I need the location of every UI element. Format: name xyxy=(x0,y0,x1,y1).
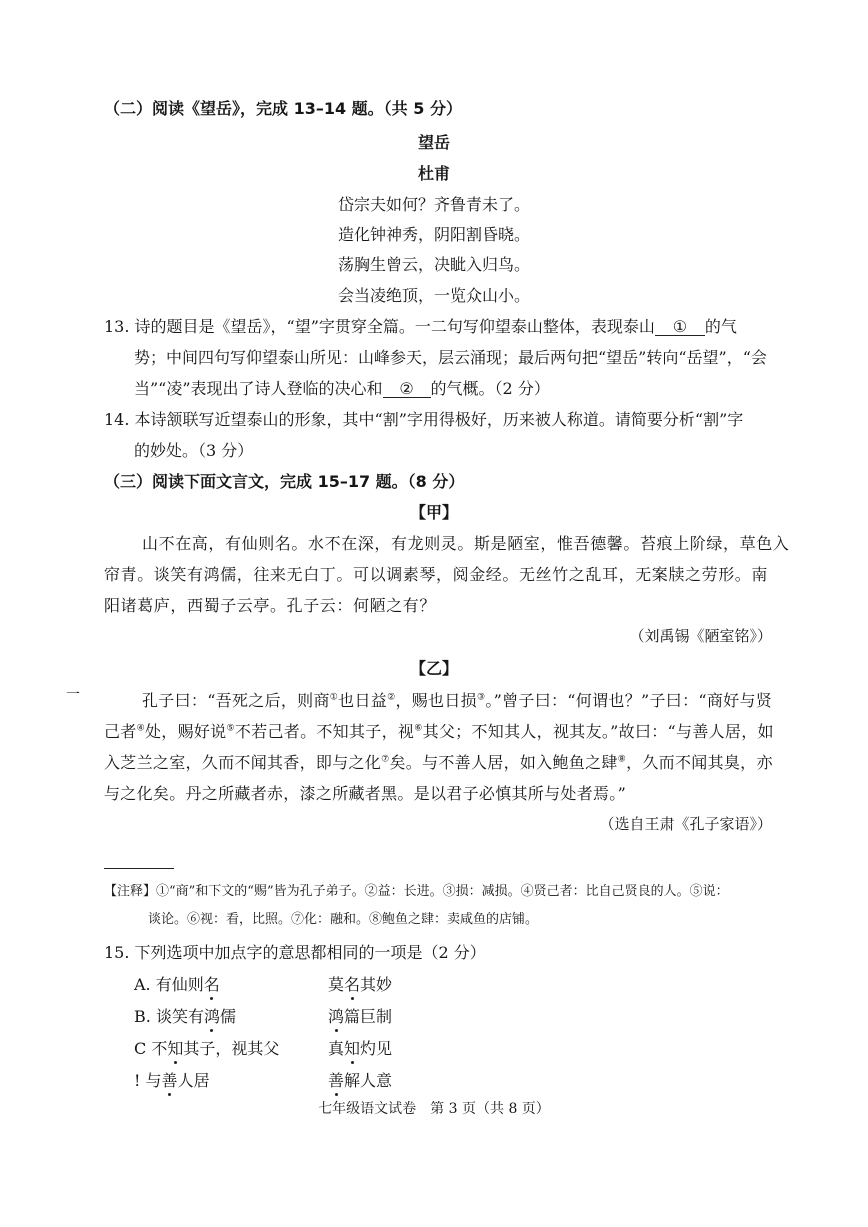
poem-line: 造化钟神秀，阴阳割昏晓。 xyxy=(337,225,530,244)
option-c[interactable]: C 不知其子，视其父 xyxy=(134,1039,280,1058)
passage-yi-line: 己者④处，赐好说⑤不若己者。不知其子，视⑥其父；不知其人，视其友。”故曰：“与善人居，如 xyxy=(104,722,774,741)
question-text: 的气 xyxy=(704,317,737,336)
note-ref: ⑤ xyxy=(226,723,235,734)
option-letter: B. xyxy=(134,1007,151,1026)
poem-title: 望岳 xyxy=(417,133,450,152)
passage-jia-line: 帘青。谈笑有鸿儒，往来无白丁。可以调素琴，阅金经。无丝竹之乱耳，无案牍之劳形。南 xyxy=(104,565,769,584)
passage-yi-line: 入芝兰之室，久而不闻其香，即与之化⑦矣。与不善人居，如入鲍鱼之肆⑧，久而不闻其臭，亦 xyxy=(104,753,773,772)
note-ref: ⑧ xyxy=(617,754,627,765)
annotation-line: 【注释】①“商”和下文的“赐”皆为孔子弟子。②益：长进。③损：减损。④贤己者：比自己贤良的人。⑤说： xyxy=(104,884,729,899)
question-14-line: 14. 本诗颔联写近望泰山的形象，其中“割”字用得极好，历来被人称道。请简要分析“割”字 xyxy=(104,410,744,429)
footnote-divider xyxy=(104,868,174,869)
question-text: 的气概。（2 分） xyxy=(430,379,550,398)
question-14-line: 的妙处。（3 分） xyxy=(134,441,254,460)
passage-yi-line: 孔子曰：“吾死之后，则商①也日益②，赐也日损③。”曾子曰：“何谓也？”子曰：“商好与贤 xyxy=(142,691,773,710)
margin-mark: 一 xyxy=(66,687,80,703)
option-letter: A. xyxy=(134,975,151,994)
passage-label-jia: 【甲】 xyxy=(409,503,458,522)
question-13-line: 势；中间四句写仰望泰山所见：山峰参天，层云涌现；最后两句把“望岳”转向“岳望”，“会 xyxy=(134,348,767,367)
dotted-char: 鸿 xyxy=(328,1007,345,1026)
dotted-char: 善 xyxy=(328,1071,345,1090)
dotted-char: 名 xyxy=(344,975,361,994)
option-a-compare: 莫名其妙 xyxy=(328,975,393,994)
question-15-stem: 15. 下列选项中加点字的意思都相同的一项是（2 分） xyxy=(104,943,486,962)
option-c-compare: 真知灼见 xyxy=(328,1039,393,1058)
dotted-char: 善 xyxy=(161,1071,178,1090)
dotted-char: 名 xyxy=(203,975,220,994)
note-ref: ⑦ xyxy=(381,754,390,765)
passage-yi-line: 与之化矣。丹之所藏者赤，漆之所藏者黑。是以君子必慎其所与处者焉。” xyxy=(104,784,627,803)
passage-jia-line: 阳诸葛庐，西蜀子云亭。孔子云：何陋之有？ xyxy=(104,596,437,615)
note-ref: ② xyxy=(387,692,396,703)
option-d-compare: 善解人意 xyxy=(328,1071,393,1090)
option-letter: C xyxy=(134,1039,147,1058)
answer-blank-1[interactable]: ① xyxy=(655,319,705,336)
option-letter: ! xyxy=(134,1071,141,1090)
question-text: 当”“凌”表现出了诗人登临的决心和 xyxy=(134,379,383,398)
page-footer: 七年级语文试卷 第 3 页（共 8 页） xyxy=(318,1101,550,1117)
dotted-char: 知 xyxy=(167,1039,184,1058)
passage-jia-line: 山不在高，有仙则名。水不在深，有龙则灵。斯是陋室，惟吾德馨。苔痕上阶绿，草色入 xyxy=(142,534,790,553)
option-b-compare: 鸿篇巨制 xyxy=(328,1007,393,1026)
poem-line: 荡胸生曾云，决眦入归鸟。 xyxy=(337,255,530,274)
note-ref: ③ xyxy=(476,692,486,703)
question-13-line xyxy=(104,314,737,337)
question-text: 13. 诗的题目是《望岳》，“望”字贯穿全篇。一二句写仰望泰山整体，表现泰山 xyxy=(104,317,655,336)
option-b[interactable]: B. 谈笑有鸿儒 xyxy=(134,1007,236,1026)
option-a[interactable]: A. 有仙则名 xyxy=(134,975,220,994)
annotation-line: 谈论。⑥视：看，比照。⑦化：融和。⑧鲍鱼之肆：卖咸鱼的店铺。 xyxy=(148,912,539,927)
dotted-char: 知 xyxy=(344,1039,361,1058)
dotted-char: 鸿 xyxy=(203,1007,220,1026)
note-ref: ① xyxy=(329,692,339,703)
poem-author: 杜甫 xyxy=(417,164,450,183)
passage-label-yi: 【乙】 xyxy=(409,659,458,678)
note-ref: ⑥ xyxy=(414,723,423,734)
passage-jia-source: （刘禹锡《陋室铭》） xyxy=(629,627,772,645)
passage-yi-source: （选自王肃《孔子家语》） xyxy=(599,815,772,833)
poem-line: 岱宗夫如何？齐鲁青未了。 xyxy=(337,195,530,214)
poem-line: 会当凌绝顶，一览众山小。 xyxy=(337,286,530,305)
answer-blank-2[interactable]: ② xyxy=(383,381,431,398)
question-13-line xyxy=(134,376,550,399)
section-heading-2: （二）阅读《望岳》，完成 13–14 题。（共 5 分） xyxy=(104,99,462,118)
section-heading-3: （三）阅读下面文言文，完成 15–17 题。（8 分） xyxy=(104,472,465,491)
option-d[interactable]: ! 与善人居 xyxy=(134,1071,210,1090)
note-ref: ④ xyxy=(136,723,145,734)
